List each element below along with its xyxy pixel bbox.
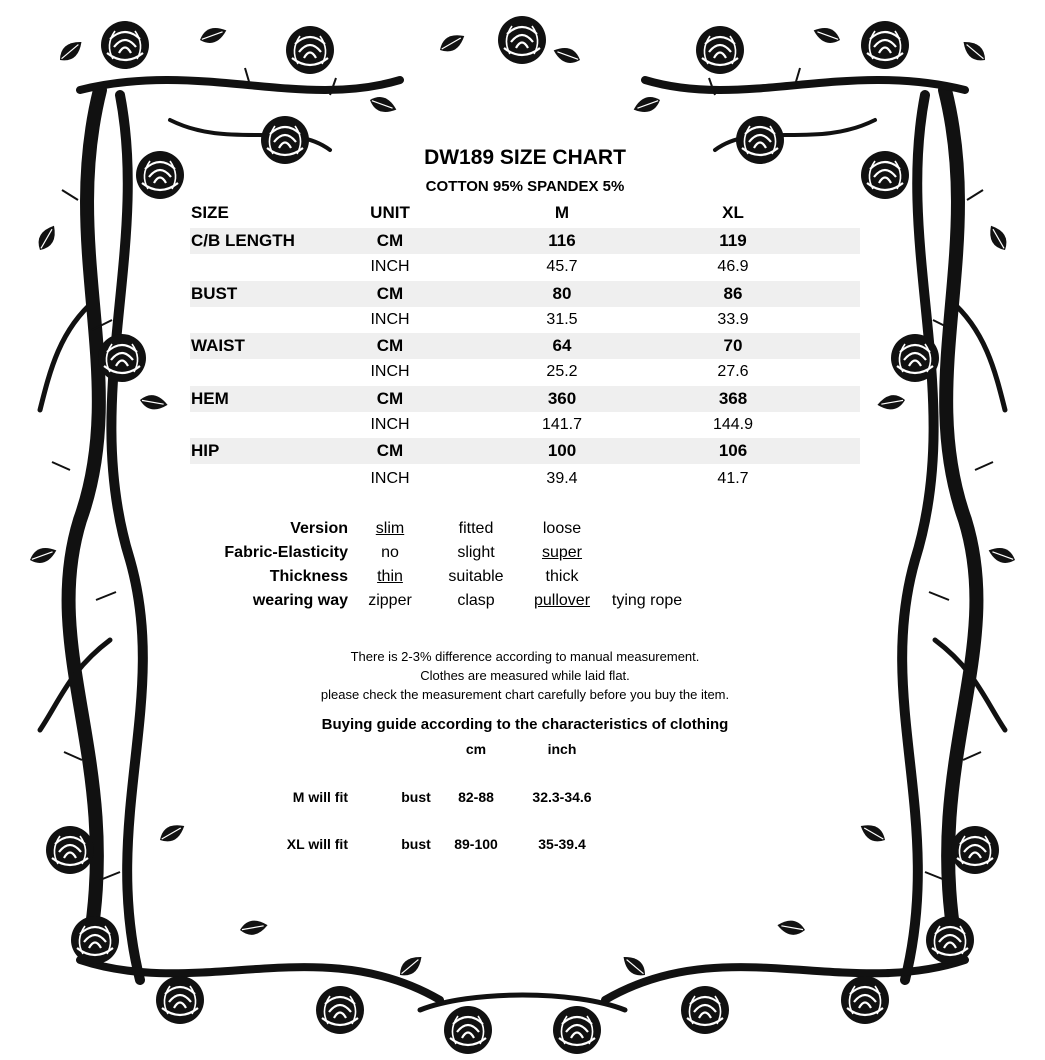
unit-cm: CM [376,389,404,408]
unit-cm: CM [376,284,404,303]
row-band [190,281,860,307]
attr-label-fabric-elasticity: Fabric-Elasticity [224,544,348,561]
unit-inch: INCH [370,311,410,328]
attr-option: zipper [368,592,412,609]
cell-cm-m: 100 [547,441,577,460]
cell-inch-xl: 27.6 [717,363,749,380]
cell-cm-xl: 119 [719,231,747,250]
attr-option: tying rope [611,592,683,609]
attr-label-wearing-way: wearing way [252,592,348,609]
guide-header-cm: cm [465,741,487,757]
guide-row-label: M will fit [292,789,348,805]
cell-inch-xl: 144.9 [712,416,754,433]
row-label-hip: HIP [191,441,220,460]
cell-cm-m: 116 [548,231,576,250]
note-difference: There is 2-3% difference according to manual measurement. [350,649,700,664]
cell-cm-xl: 86 [723,284,743,303]
material-composition: COTTON 95% SPANDEX 5% [425,178,625,195]
attr-option-selected: super [541,544,583,561]
attr-option: thick [545,568,579,585]
cell-cm-xl: 70 [723,336,743,355]
cell-inch-m: 141.7 [541,416,583,433]
attr-option: suitable [448,568,504,585]
cell-inch-xl: 33.9 [717,311,749,328]
note-check-chart: please check the measurement chart carefully before you buy the item. [320,687,730,702]
attr-option-selected: thin [377,568,403,585]
row-label-cb-length: C/B LENGTH [191,231,295,250]
attr-option-selected: pullover [533,592,591,609]
chart-title: DW189 SIZE CHART [424,146,626,169]
note-laid-flat: Clothes are measured while laid flat. [420,668,630,683]
guide-row-cm: 82-88 [458,789,494,805]
row-label-hem: HEM [191,389,229,408]
unit-inch: INCH [370,363,410,380]
cell-inch-m: 31.5 [546,311,578,328]
attr-option: no [381,544,399,561]
attr-option-selected: slim [375,520,405,537]
cell-inch-m: 25.2 [546,363,578,380]
guide-row-part: bust [401,836,431,852]
unit-cm: CM [376,441,404,460]
row-label-bust: BUST [191,284,238,303]
attr-option: loose [542,520,582,537]
header-unit: UNIT [370,203,410,222]
cell-cm-m: 64 [552,336,572,355]
guide-row-label: XL will fit [286,836,348,852]
unit-inch: INCH [370,258,410,275]
attr-option: slight [457,544,495,561]
cell-inch-xl: 46.9 [717,258,749,275]
cell-inch-m: 45.7 [546,258,578,275]
cell-inch-xl: 41.7 [717,470,749,487]
cell-cm-m: 360 [547,389,577,408]
attr-label-version: Version [290,520,348,537]
header-size: SIZE [191,203,229,222]
guide-row-inch: 35-39.4 [538,836,586,852]
row-band [190,333,860,359]
unit-inch: INCH [370,416,410,433]
cell-cm-xl: 106 [718,441,748,460]
guide-row-inch: 32.3-34.6 [532,789,592,805]
header-xl: XL [722,203,744,222]
attr-option: fitted [458,520,494,537]
row-band [190,438,860,464]
guide-row-part: bust [401,789,431,805]
cell-cm-xl: 368 [718,389,748,408]
unit-cm: CM [376,336,404,355]
attr-option: clasp [457,592,495,609]
row-band [190,386,860,412]
header-m: M [554,203,570,222]
unit-cm: CM [376,231,404,250]
guide-header-inch: inch [547,741,577,757]
cell-inch-m: 39.4 [546,470,578,487]
attr-label-thickness: Thickness [269,568,348,585]
row-label-waist: WAIST [191,336,245,355]
guide-row-cm: 89-100 [454,836,498,852]
unit-inch: INCH [370,470,410,487]
cell-cm-m: 80 [552,284,572,303]
buying-guide-title: Buying guide according to the characteristics of clothing [321,716,729,733]
